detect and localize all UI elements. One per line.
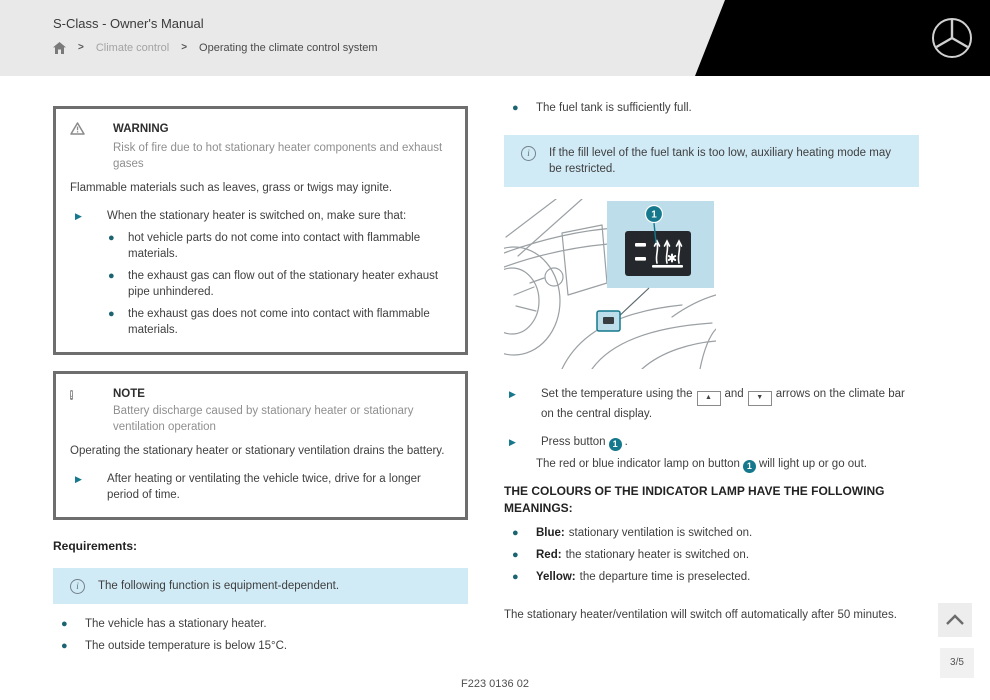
bullet-icon: ● (108, 270, 115, 282)
bullet-icon: ● (108, 308, 115, 320)
figure-code: F223 0136 02 (461, 678, 529, 690)
button-1-badge: 1 (609, 438, 622, 451)
action-arrow-icon: ▶ (75, 211, 82, 221)
list-item: ● Red: the stationary heater is switched on. (504, 547, 919, 563)
breadcrumb-item-climate-control[interactable]: Climate control (95, 42, 170, 54)
warning-triangle-icon (70, 122, 85, 140)
info-icon: i (521, 146, 536, 161)
climate-control-figure (504, 199, 919, 374)
heater-button-panel (625, 231, 691, 276)
step-result: The red or blue indicator lamp on button 1 will light up or go out. (536, 458, 867, 471)
bullet-icon: ● (61, 640, 68, 652)
scroll-top-button[interactable] (938, 603, 972, 637)
warning-body: Flammable materials such as leaves, grass or twigs may ignite. (70, 182, 393, 194)
list-item: ● The fuel tank is sufficiently full. (504, 100, 919, 116)
bullet-icon: ● (108, 232, 115, 244)
auto-switch-off-note: The stationary heater/ventilation will switch off automatically after 50 minutes. (504, 609, 897, 621)
bullet-icon: ● (512, 571, 519, 583)
equipment-info-box: i The following function is equipment-dependent. (53, 568, 468, 604)
note-body: Operating the stationary heater or stationary ventilation drains the battery. (70, 445, 445, 457)
list-item: ● The vehicle has a stationary heater. (53, 616, 468, 632)
warning-action: ▶ When the stationary heater is switched on, make sure that: (70, 208, 451, 224)
indicator-lamp-heading: THE COLOURS OF THE INDICATOR LAMP HAVE THE FOLLOWING MEANINGS: (504, 484, 885, 515)
console-line (562, 305, 682, 369)
brand-band (695, 0, 990, 76)
console-line (642, 341, 716, 369)
control-knob-outline (545, 268, 563, 286)
action-arrow-icon: ▶ (75, 474, 82, 484)
dashboard-line (504, 228, 616, 253)
bullet-icon: ● (61, 618, 68, 630)
list-item: ● hot vehicle parts do not come into contact with flammable materials. (108, 232, 421, 260)
dashboard-line (506, 199, 556, 237)
note-action: ▶ After heating or ventilating the vehicle twice, drive for a longer period of time. (70, 471, 451, 503)
breadcrumb-chevron-icon: > (78, 42, 84, 53)
page-indicator[interactable]: 3/5 (940, 648, 974, 678)
steering-wheel-hub (504, 268, 539, 334)
note-title: NOTE (113, 388, 145, 400)
requirements-heading: Requirements: (53, 539, 138, 553)
heater-icon-baseline (652, 265, 683, 268)
info-icon: i (70, 579, 85, 594)
note-box (53, 371, 468, 520)
note-subtitle: Battery discharge caused by stationary heater or stationary ventilation operation (113, 405, 414, 433)
app-header (0, 0, 990, 76)
action-arrow-icon: ▶ (509, 437, 516, 447)
bullet-icon: ● (512, 549, 519, 561)
callout-marker-number: 1 (651, 209, 657, 221)
home-icon[interactable] (53, 42, 66, 54)
seat-line (700, 329, 716, 369)
button-location-key (603, 317, 614, 324)
breadcrumb (53, 40, 378, 56)
action-arrow-icon: ▶ (509, 389, 516, 399)
temp-down-key-icon: ▼ (748, 391, 772, 406)
dashboard-line (518, 199, 582, 256)
list-item: ● the exhaust gas does not come into contact with flammable materials. (108, 308, 430, 336)
list-item: ● Blue: stationary ventilation is switched on. (504, 525, 919, 541)
left-column (53, 106, 468, 654)
bullet-icon: ● (512, 102, 519, 114)
temp-up-key-icon: ▲ (697, 391, 721, 406)
mercedes-star-icon (930, 16, 974, 60)
button-bar (635, 257, 646, 261)
step-set-temperature: ▶ Set the temperature using the ▲ and ▼ arrows on the climate bar on the central display. (504, 386, 919, 422)
steering-wheel-spokes (514, 278, 544, 311)
breadcrumb-chevron-icon: > (181, 42, 188, 53)
warning-subtitle: Risk of fire due to hot stationary heater components and exhaust gases (113, 142, 443, 170)
door-line (672, 295, 716, 317)
fuel-info-box: i If the fill level of the fuel tank is too low, auxiliary heating mode may be restricted. (504, 135, 919, 187)
steering-wheel-outline (504, 247, 560, 355)
step-press-button: ▶ Press button 1 . (504, 434, 919, 451)
breadcrumb-item-current: Operating the climate control system (199, 42, 378, 54)
note-exclamation-icon: ! (70, 390, 73, 400)
right-column (504, 100, 919, 623)
manual-title: S-Class - Owner's Manual (53, 16, 204, 31)
bullet-icon: ● (512, 527, 519, 539)
central-display-outline (562, 225, 607, 295)
chevron-up-icon (945, 614, 965, 626)
warning-box (53, 106, 468, 355)
button-bar (635, 243, 646, 247)
list-item: ● Yellow: the departure time is preselected. (504, 569, 919, 585)
list-item: ● The outside temperature is below 15°C. (53, 638, 468, 654)
list-item: ● the exhaust gas can flow out of the stationary heater exhaust pipe unhindered. (108, 270, 439, 298)
warning-title: WARNING (113, 123, 169, 135)
button-1-badge: 1 (743, 460, 756, 473)
